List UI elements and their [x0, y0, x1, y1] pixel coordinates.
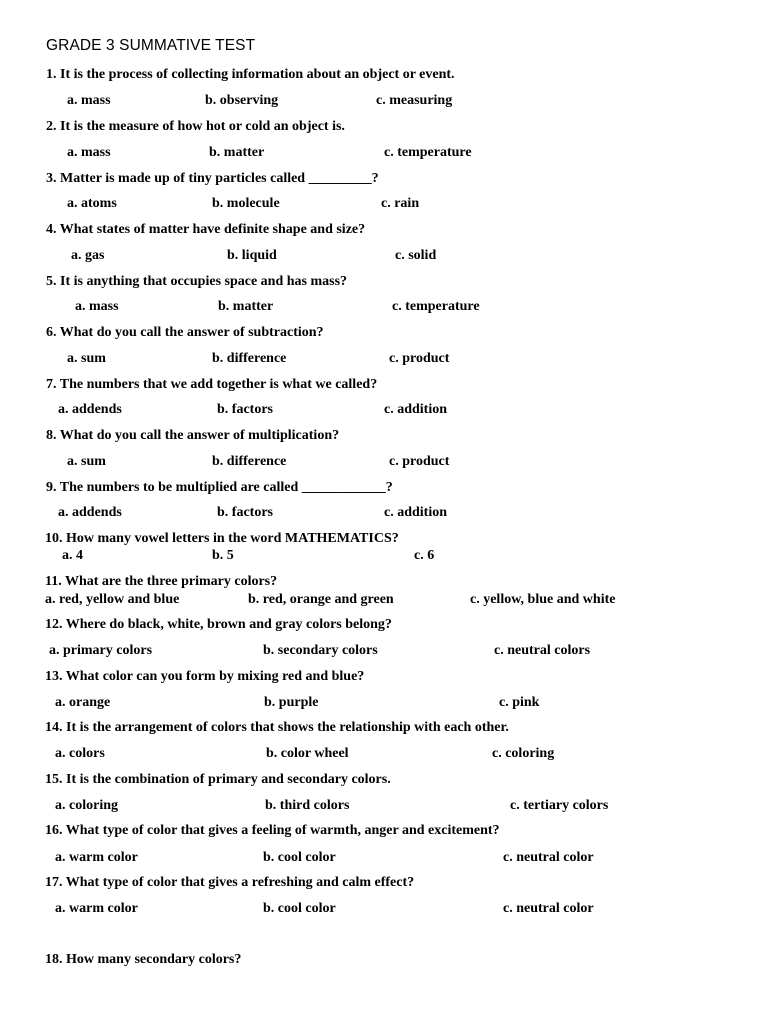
question-6-option-a: a. sum [67, 351, 106, 366]
question-17-option-a: a. warm color [55, 901, 138, 916]
question-3-option-c: c. rain [381, 196, 420, 211]
question-2-option-b: b. matter [209, 145, 265, 160]
question-7: 7. The numbers that we add together is what we called? [46, 377, 378, 392]
question-6: 6. What do you call the answer of subtraction? [46, 325, 324, 340]
question-7-option-a: a. addends [58, 402, 122, 417]
question-8-option-a: a. sum [67, 454, 106, 469]
question-16-option-c: c. neutral color [503, 850, 594, 865]
question-7-option-b: b. factors [217, 402, 273, 417]
page-title: GRADE 3 SUMMATIVE TEST [46, 37, 256, 54]
question-10-option-b: b. 5 [212, 548, 234, 563]
question-2-option-a: a. mass [67, 145, 111, 160]
question-8-option-b: b. difference [212, 454, 287, 469]
question-1: 1. It is the process of collecting information about an object or event. [46, 67, 455, 82]
question-3-option-b: b. molecule [212, 196, 280, 211]
question-10-option-c: c. 6 [414, 548, 435, 563]
question-3-option-a: a. atoms [67, 196, 117, 211]
question-5-option-b: b. matter [218, 299, 274, 314]
question-15-option-a: a. coloring [55, 798, 118, 813]
question-2-option-c: c. temperature [384, 145, 472, 160]
question-6-option-b: b. difference [212, 351, 287, 366]
question-2: 2. It is the measure of how hot or cold an object is. [46, 119, 345, 134]
question-16-option-a: a. warm color [55, 850, 138, 865]
question-5: 5. It is anything that occupies space and has mass? [46, 274, 348, 289]
question-12: 12. Where do black, white, brown and gray colors belong? [45, 617, 392, 632]
question-18: 18. How many secondary colors? [45, 952, 242, 967]
question-1-option-b: b. observing [205, 93, 279, 108]
question-12-option-a: a. primary colors [49, 643, 153, 658]
question-12-option-c: c. neutral colors [494, 643, 591, 658]
question-9: 9. The numbers to be multiplied are called ____________? [46, 480, 393, 495]
question-17: 17. What type of color that gives a refreshing and calm effect? [45, 875, 415, 890]
question-16-option-b: b. cool color [263, 850, 336, 865]
question-9-option-b: b. factors [217, 505, 273, 520]
question-13: 13. What color can you form by mixing red and blue? [45, 669, 365, 684]
question-5-option-c: c. temperature [392, 299, 480, 314]
question-11-option-c: c. yellow, blue and white [470, 592, 616, 607]
question-8: 8. What do you call the answer of multiplication? [46, 428, 340, 443]
question-4-option-c: c. solid [395, 248, 437, 263]
question-12-option-b: b. secondary colors [263, 643, 378, 658]
question-6-option-c: c. product [389, 351, 450, 366]
question-13-option-c: c. pink [499, 695, 540, 710]
question-14-option-a: a. colors [55, 746, 105, 761]
question-16: 16. What type of color that gives a feeling of warmth, anger and excitement? [45, 823, 500, 838]
question-1-option-a: a. mass [67, 93, 111, 108]
question-13-option-a: a. orange [55, 695, 111, 710]
question-14-option-c: c. coloring [492, 746, 555, 761]
question-3: 3. Matter is made up of tiny particles called _________? [46, 171, 379, 186]
question-11-option-b: b. red, orange and green [248, 592, 394, 607]
question-11: 11. What are the three primary colors? [45, 574, 278, 589]
question-4-option-b: b. liquid [227, 248, 277, 263]
question-9-option-c: c. addition [384, 505, 448, 520]
question-17-option-b: b. cool color [263, 901, 336, 916]
question-14: 14. It is the arrangement of colors that shows the relationship with each other. [45, 720, 509, 735]
question-7-option-c: c. addition [384, 402, 448, 417]
question-13-option-b: b. purple [264, 695, 319, 710]
question-15-option-c: c. tertiary colors [510, 798, 609, 813]
question-4-option-a: a. gas [71, 248, 105, 263]
question-17-option-c: c. neutral color [503, 901, 594, 916]
question-15: 15. It is the combination of primary and secondary colors. [45, 772, 391, 787]
question-9-option-a: a. addends [58, 505, 122, 520]
question-8-option-c: c. product [389, 454, 450, 469]
question-15-option-b: b. third colors [265, 798, 350, 813]
question-10: 10. How many vowel letters in the word MATHEMATICS? [45, 531, 399, 546]
question-1-option-c: c. measuring [376, 93, 453, 108]
question-14-option-b: b. color wheel [266, 746, 349, 761]
question-10-option-a: a. 4 [62, 548, 83, 563]
question-5-option-a: a. mass [75, 299, 119, 314]
question-11-option-a: a. red, yellow and blue [45, 592, 180, 607]
question-4: 4. What states of matter have definite shape and size? [46, 222, 366, 237]
